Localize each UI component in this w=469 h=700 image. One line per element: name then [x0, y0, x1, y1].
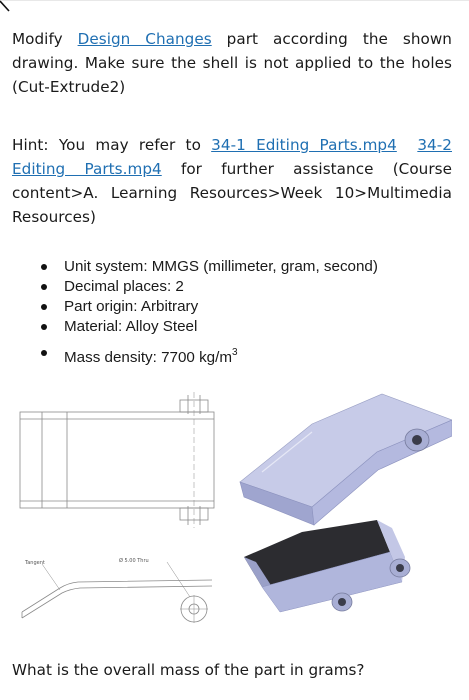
corner-mark	[0, 0, 12, 12]
density-text: Mass density: 7700 kg/m	[64, 349, 232, 366]
density-exponent: 3	[231, 347, 238, 358]
instruction-text-end: part according the shown drawing. Make sure the shell is not applied to the holes (Cut-Extrude2)	[12, 30, 452, 96]
hole-callout-label: Ø 5.00 Thru	[119, 558, 149, 564]
side-view-drawing	[22, 562, 212, 623]
design-changes-link[interactable]: Design Changes	[77, 30, 212, 48]
part-drawing-figure	[12, 392, 452, 637]
question-prompt: What is the overall mass of the part in grams?	[12, 661, 365, 679]
spec-part-origin: Part origin: Arbitrary	[36, 297, 452, 317]
question-body	[12, 27, 452, 368]
spec-mass-density	[36, 343, 452, 368]
hint-text-start: Hint: You may refer to	[12, 136, 212, 154]
spec-unit-system: Unit system: MMGS (millimeter, gram, second)	[36, 257, 452, 277]
video-link-34-1[interactable]: 34-1 Editing Parts.mp4	[211, 136, 397, 154]
spec-material: Material: Alloy Steel	[36, 317, 452, 337]
video-link-34-2[interactable]: 34-2 Editing Parts.mp4	[12, 136, 452, 178]
top-border	[0, 0, 469, 1]
instruction-paragraph	[12, 27, 452, 99]
isometric-part-render	[240, 394, 452, 525]
spec-decimal-places: Decimal places: 2	[36, 277, 452, 297]
top-view-drawing	[20, 392, 214, 528]
instruction-text-start: Modify	[12, 30, 78, 48]
hint-text-end: for further assistance (Course content>A. Learning Resources>Week 10>Multimedia Resources)	[12, 160, 452, 226]
spec-list	[12, 257, 452, 368]
tangent-label: Tangent	[25, 560, 45, 566]
hint-paragraph	[12, 133, 452, 229]
shelled-part-render	[244, 520, 410, 612]
